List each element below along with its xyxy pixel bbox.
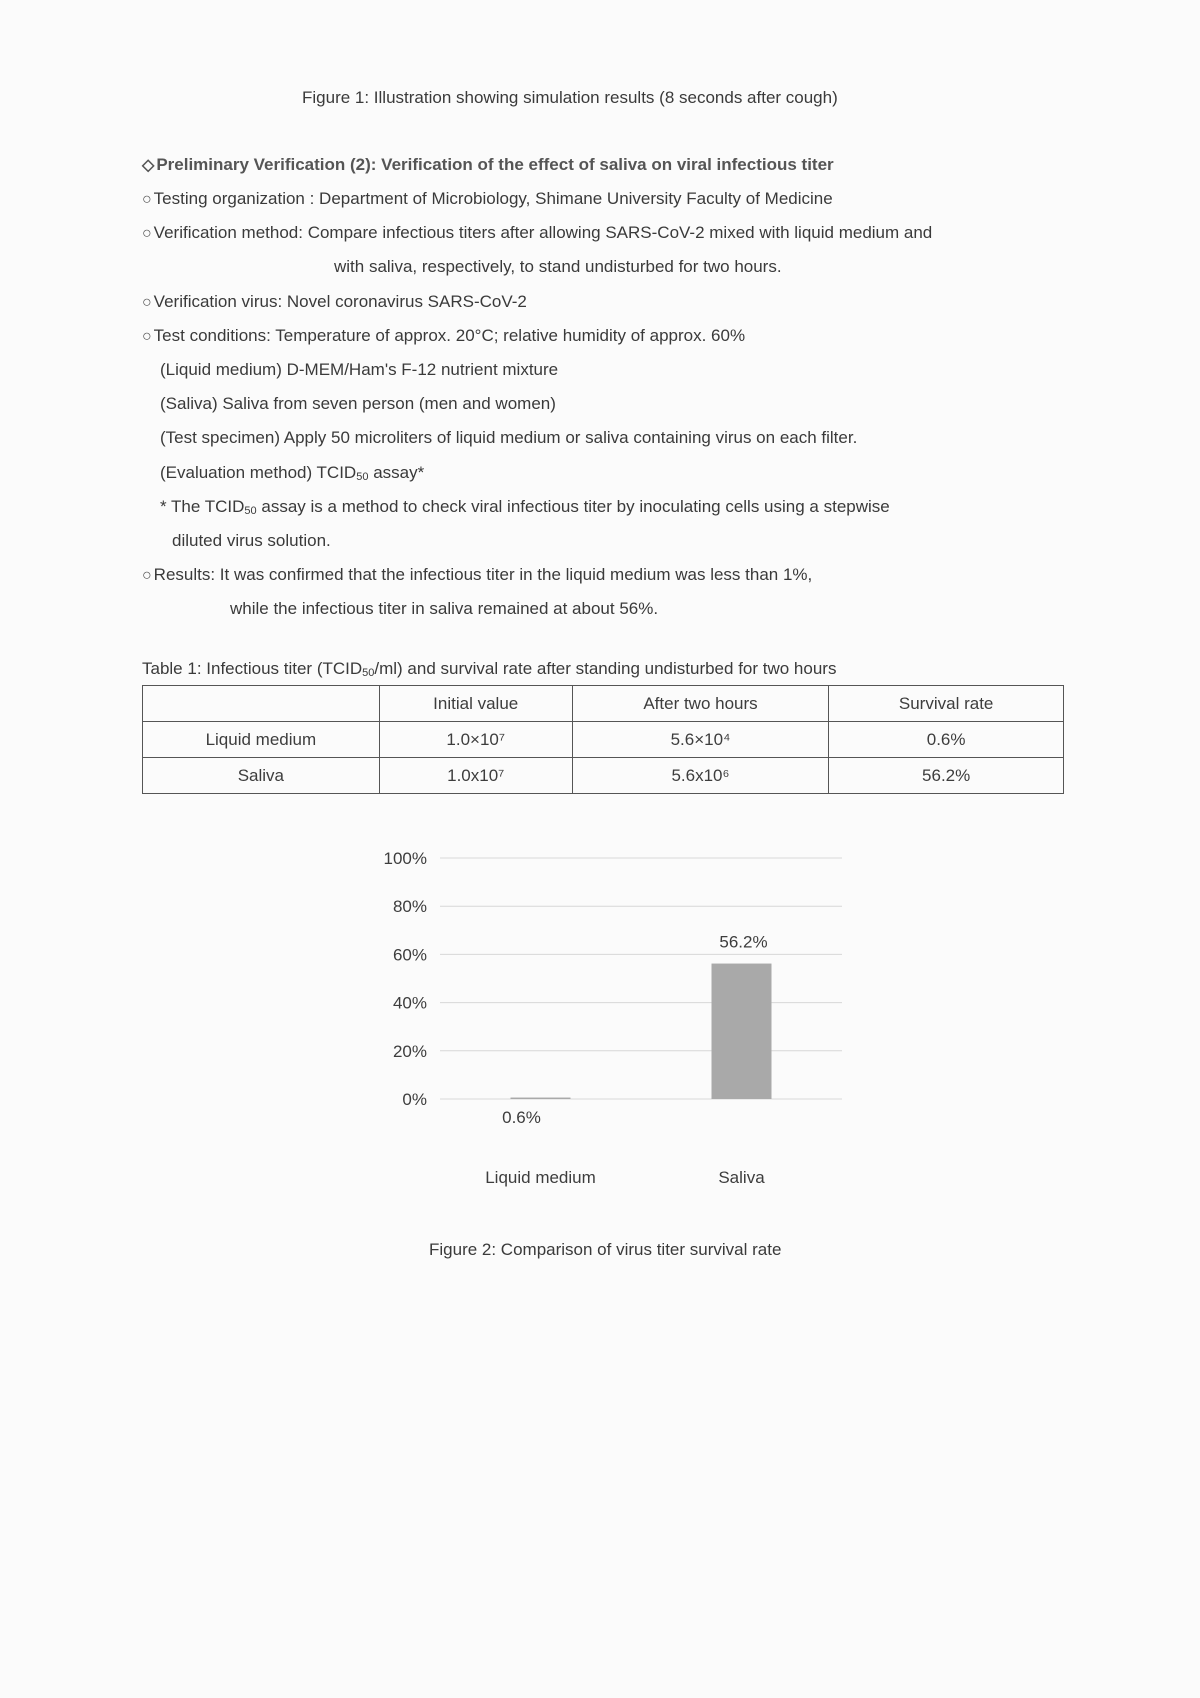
note-suffix: assay is a method to check viral infectious titer by inoculating cells using a stepwise bbox=[256, 497, 890, 516]
results-line1 bbox=[142, 565, 812, 586]
footnote-line2: diluted virus solution. bbox=[172, 531, 331, 550]
verification-method-line2: with saliva, respectively, to stand undisturbed for two hours. bbox=[334, 257, 782, 276]
bar bbox=[712, 964, 772, 1099]
table-cell-after: 5.6x10⁶ bbox=[572, 758, 829, 794]
x-category-label: Saliva bbox=[718, 1168, 765, 1187]
table-cell-label: Saliva bbox=[143, 758, 380, 794]
verification-virus bbox=[142, 292, 527, 313]
figure2-caption: Figure 2: Comparison of virus titer survival rate bbox=[429, 1240, 782, 1259]
table-row bbox=[143, 758, 1064, 794]
y-tick-label: 100% bbox=[383, 849, 427, 868]
test-conditions bbox=[142, 326, 745, 347]
condition-test-specimen: (Test specimen) Apply 50 microliters of liquid medium or saliva containing virus on each filter. bbox=[160, 428, 858, 447]
footnote-line1 bbox=[160, 497, 890, 521]
circle-bullet-icon: ○ bbox=[142, 191, 152, 208]
table-cell-rate: 56.2% bbox=[829, 758, 1064, 794]
evaluation-suffix: assay* bbox=[368, 463, 425, 482]
table-cell-initial: 1.0x10⁷ bbox=[379, 758, 572, 794]
organization-text: Testing organization : Department of Microbiology, Shimane University Faculty of Medicine bbox=[153, 189, 833, 208]
y-tick-label: 0% bbox=[402, 1090, 427, 1109]
heading-text: Preliminary Verification (2): Verification of the effect of saliva on viral infectious titer bbox=[156, 155, 834, 174]
table-header-cell: Survival rate bbox=[829, 686, 1064, 722]
figure1-caption: Figure 1: Illustration showing simulation results (8 seconds after cough) bbox=[302, 88, 838, 107]
data-label: 56.2% bbox=[719, 932, 768, 952]
table-header-cell: After two hours bbox=[572, 686, 829, 722]
results-text-1: Results: It was confirmed that the infectious titer in the liquid medium was less than 1%, bbox=[153, 565, 813, 584]
note-subscript: 50 bbox=[244, 505, 257, 517]
table-caption-subscript: 50 bbox=[362, 667, 375, 679]
x-category-label: Liquid medium bbox=[485, 1168, 596, 1187]
virus-text: Verification virus: Novel coronavirus SARS-CoV-2 bbox=[153, 292, 527, 311]
titer-table bbox=[142, 685, 1064, 794]
table-caption bbox=[142, 659, 836, 683]
bar bbox=[511, 1098, 571, 1099]
y-tick-label: 40% bbox=[392, 993, 427, 1013]
condition-liquid-medium: (Liquid medium) D-MEM/Ham's F-12 nutrient mixture bbox=[160, 360, 559, 379]
testing-organization bbox=[142, 189, 833, 210]
y-tick-label: 80% bbox=[392, 897, 427, 917]
condition-evaluation-method bbox=[160, 463, 424, 487]
table-header-cell bbox=[143, 686, 380, 722]
evaluation-prefix: (Evaluation method) TCID bbox=[160, 463, 357, 482]
section-heading bbox=[142, 155, 834, 176]
table-cell-label: Liquid medium bbox=[143, 722, 380, 758]
circle-bullet-icon: ○ bbox=[142, 328, 152, 345]
condition-saliva: (Saliva) Saliva from seven person (men and women) bbox=[160, 394, 556, 413]
evaluation-subscript: 50 bbox=[356, 471, 369, 483]
table-cell-initial: 1.0×10⁷ bbox=[379, 722, 572, 758]
verification-method-line1 bbox=[142, 223, 932, 244]
conditions-text: Test conditions: Temperature of approx. 20°C; relative humidity of approx. 60% bbox=[153, 326, 746, 345]
table-row bbox=[143, 722, 1064, 758]
table-header-cell: Initial value bbox=[379, 686, 572, 722]
table-caption-prefix: Table 1: Infectious titer (TCID bbox=[142, 659, 363, 678]
note-prefix: * The TCID bbox=[160, 497, 245, 516]
table-header-row bbox=[143, 686, 1064, 722]
y-tick-label: 20% bbox=[392, 1041, 427, 1061]
circle-bullet-icon: ○ bbox=[142, 567, 152, 584]
circle-bullet-icon: ○ bbox=[142, 294, 152, 311]
results-line2: while the infectious titer in saliva remained at about 56%. bbox=[230, 599, 659, 618]
table-cell-rate: 0.6% bbox=[829, 722, 1064, 758]
circle-bullet-icon: ○ bbox=[142, 225, 152, 242]
diamond-bullet-icon: ◇ bbox=[142, 157, 155, 174]
data-label: 0.6% bbox=[502, 1108, 541, 1127]
y-tick-label: 60% bbox=[392, 945, 427, 965]
table-cell-after: 5.6×10⁴ bbox=[572, 722, 829, 758]
table-caption-suffix: /ml) and survival rate after standing undisturbed for two hours bbox=[374, 659, 837, 678]
method-text-1: Verification method: Compare infectious titers after allowing SARS-CoV-2 mixed with liquid medium and bbox=[153, 223, 933, 242]
